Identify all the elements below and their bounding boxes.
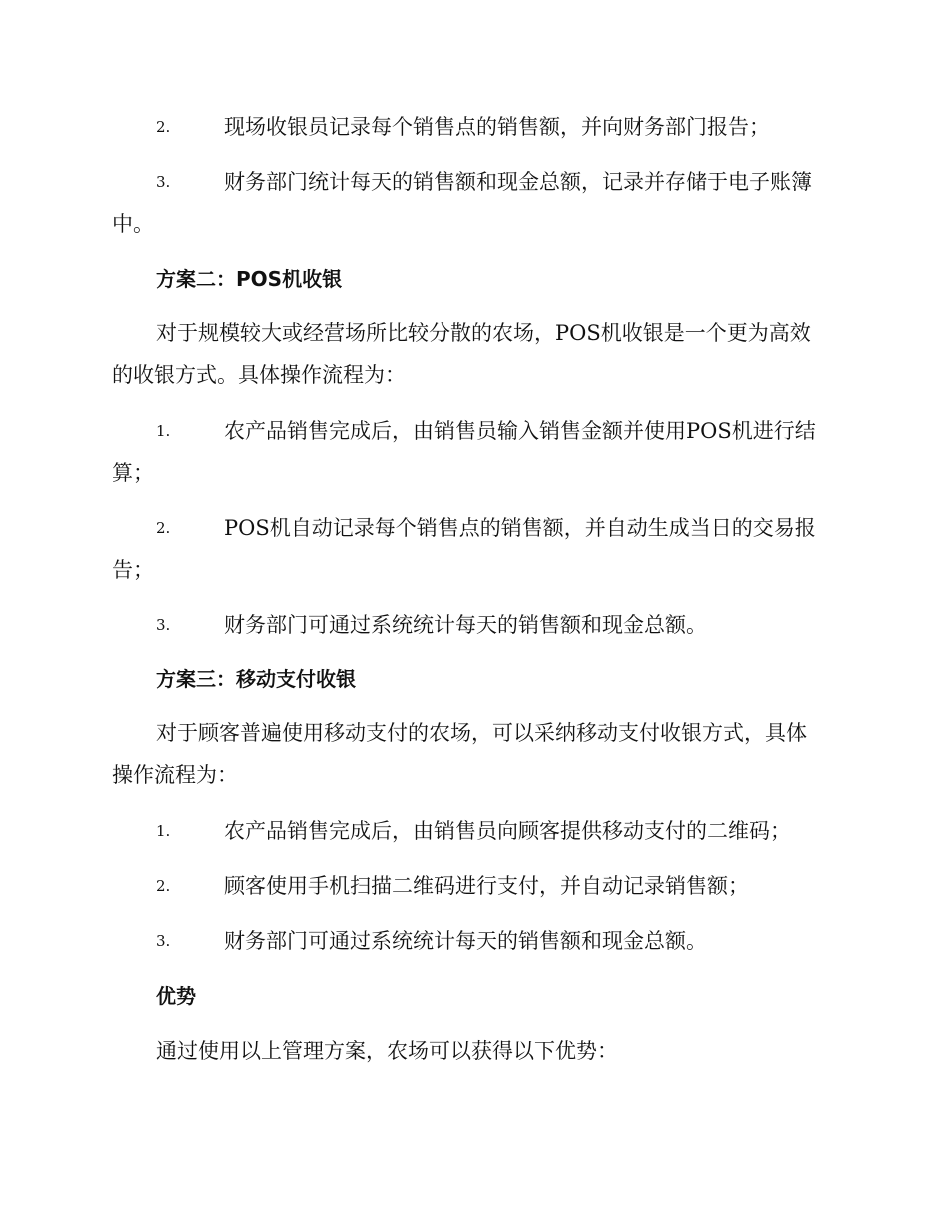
list-item-continuation: 算； xyxy=(112,461,154,485)
list-number: 3. xyxy=(156,173,171,191)
paragraph-line: 的收银方式。具体操作流程为： xyxy=(112,363,406,387)
list-item-text: 财务部门可通过系统统计每天的销售额和现金总额。 xyxy=(224,613,707,637)
list-number: 3. xyxy=(156,616,171,634)
section-heading-plan2: 方案二：POS机收银 xyxy=(156,267,343,291)
list-item-text: POS机自动记录每个销售点的销售额，并自动生成当日的交易报 xyxy=(224,516,816,540)
list-item-text: 财务部门统计每天的销售额和现金总额，记录并存储于电子账簿 xyxy=(224,170,812,194)
list-item-text: 农产品销售完成后，由销售员向顾客提供移动支付的二维码； xyxy=(224,819,791,843)
list-item-text: 顾客使用手机扫描二维码进行支付，并自动记录销售额； xyxy=(224,874,749,898)
list-number: 2. xyxy=(156,118,171,136)
list-number: 2. xyxy=(156,877,171,895)
list-item-text: 财务部门可通过系统统计每天的销售额和现金总额。 xyxy=(224,929,707,953)
paragraph-line: 通过使用以上管理方案，农场可以获得以下优势： xyxy=(156,1039,618,1063)
list-number: 2. xyxy=(156,519,171,537)
list-number: 3. xyxy=(156,932,171,950)
list-number: 1. xyxy=(156,822,171,840)
list-item-continuation: 中。 xyxy=(112,212,154,236)
section-heading-plan3: 方案三：移动支付收银 xyxy=(156,667,356,691)
list-item-text: 农产品销售完成后，由销售员输入销售金额并使用POS机进行结 xyxy=(224,419,816,443)
paragraph-line: 操作流程为： xyxy=(112,763,238,787)
paragraph-line: 对于顾客普遍使用移动支付的农场，可以采纳移动支付收银方式，具体 xyxy=(156,721,807,745)
list-item-continuation: 告； xyxy=(112,558,154,582)
paragraph-line: 对于规模较大或经营场所比较分散的农场，POS机收银是一个更为高效 xyxy=(156,321,811,345)
list-item-text: 现场收银员记录每个销售点的销售额，并向财务部门报告； xyxy=(224,115,770,139)
section-heading-advantages: 优势 xyxy=(156,984,196,1008)
list-number: 1. xyxy=(156,422,171,440)
